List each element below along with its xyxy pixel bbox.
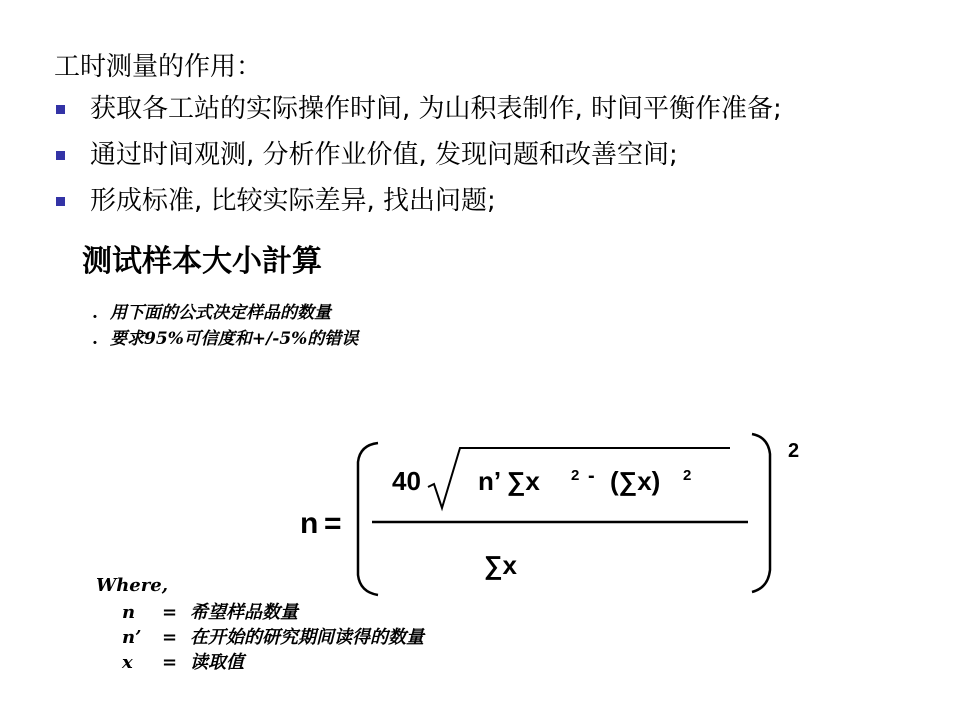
note-marker: . [92,303,98,323]
note-text: 用下面的公式决定样品的数量 [110,303,331,323]
legend-row [122,600,298,626]
note-marker: . [92,329,98,349]
section-title: 测试样本大小計算 [82,244,322,279]
formula-equals: = [324,507,342,540]
legend-title: Where, [96,575,168,596]
formula-outer-exp: 2 [788,440,800,462]
legend-row [122,650,244,676]
left-bracket [358,443,378,595]
note-text: 要求95%可信度和+/-5%的错误 [110,329,359,349]
formula-radicand-1-exp: 2 [571,467,580,484]
legend-eq: = [162,602,178,623]
bullet-text: 通过时间观测, 分析作业价值, 发现问题和改善空间; [90,140,678,170]
legend-symbol: n [122,602,136,623]
legend-text: 读取值 [190,652,244,673]
legend-text: 希望样品数量 [190,602,298,623]
legend-eq: = [162,652,178,673]
formula-coefficient: 40 [392,466,421,496]
legend-symbol: n’ [122,627,142,648]
formula-radicand-1: n’ ∑x [478,466,540,496]
formula-radicand-2: (∑x) [610,466,661,496]
formula-minus: - [588,465,595,487]
formula-radicand-2-exp: 2 [683,467,692,484]
bullet-text: 形成标准, 比较实际差异, 找出问题; [90,186,496,216]
bullet-text: 获取各工站的实际操作时间, 为山积表制作, 时间平衡作准备; [90,94,782,124]
legend-eq: = [162,627,178,648]
formula-lhs: n [300,507,319,540]
legend-symbol: x [122,652,133,673]
right-bracket [752,434,770,592]
slide-heading: 工时测量的作用： [54,52,263,82]
legend-text: 在开始的研究期间读得的数量 [190,627,424,648]
formula-denominator: ∑x [484,550,517,580]
legend-row [122,625,424,651]
